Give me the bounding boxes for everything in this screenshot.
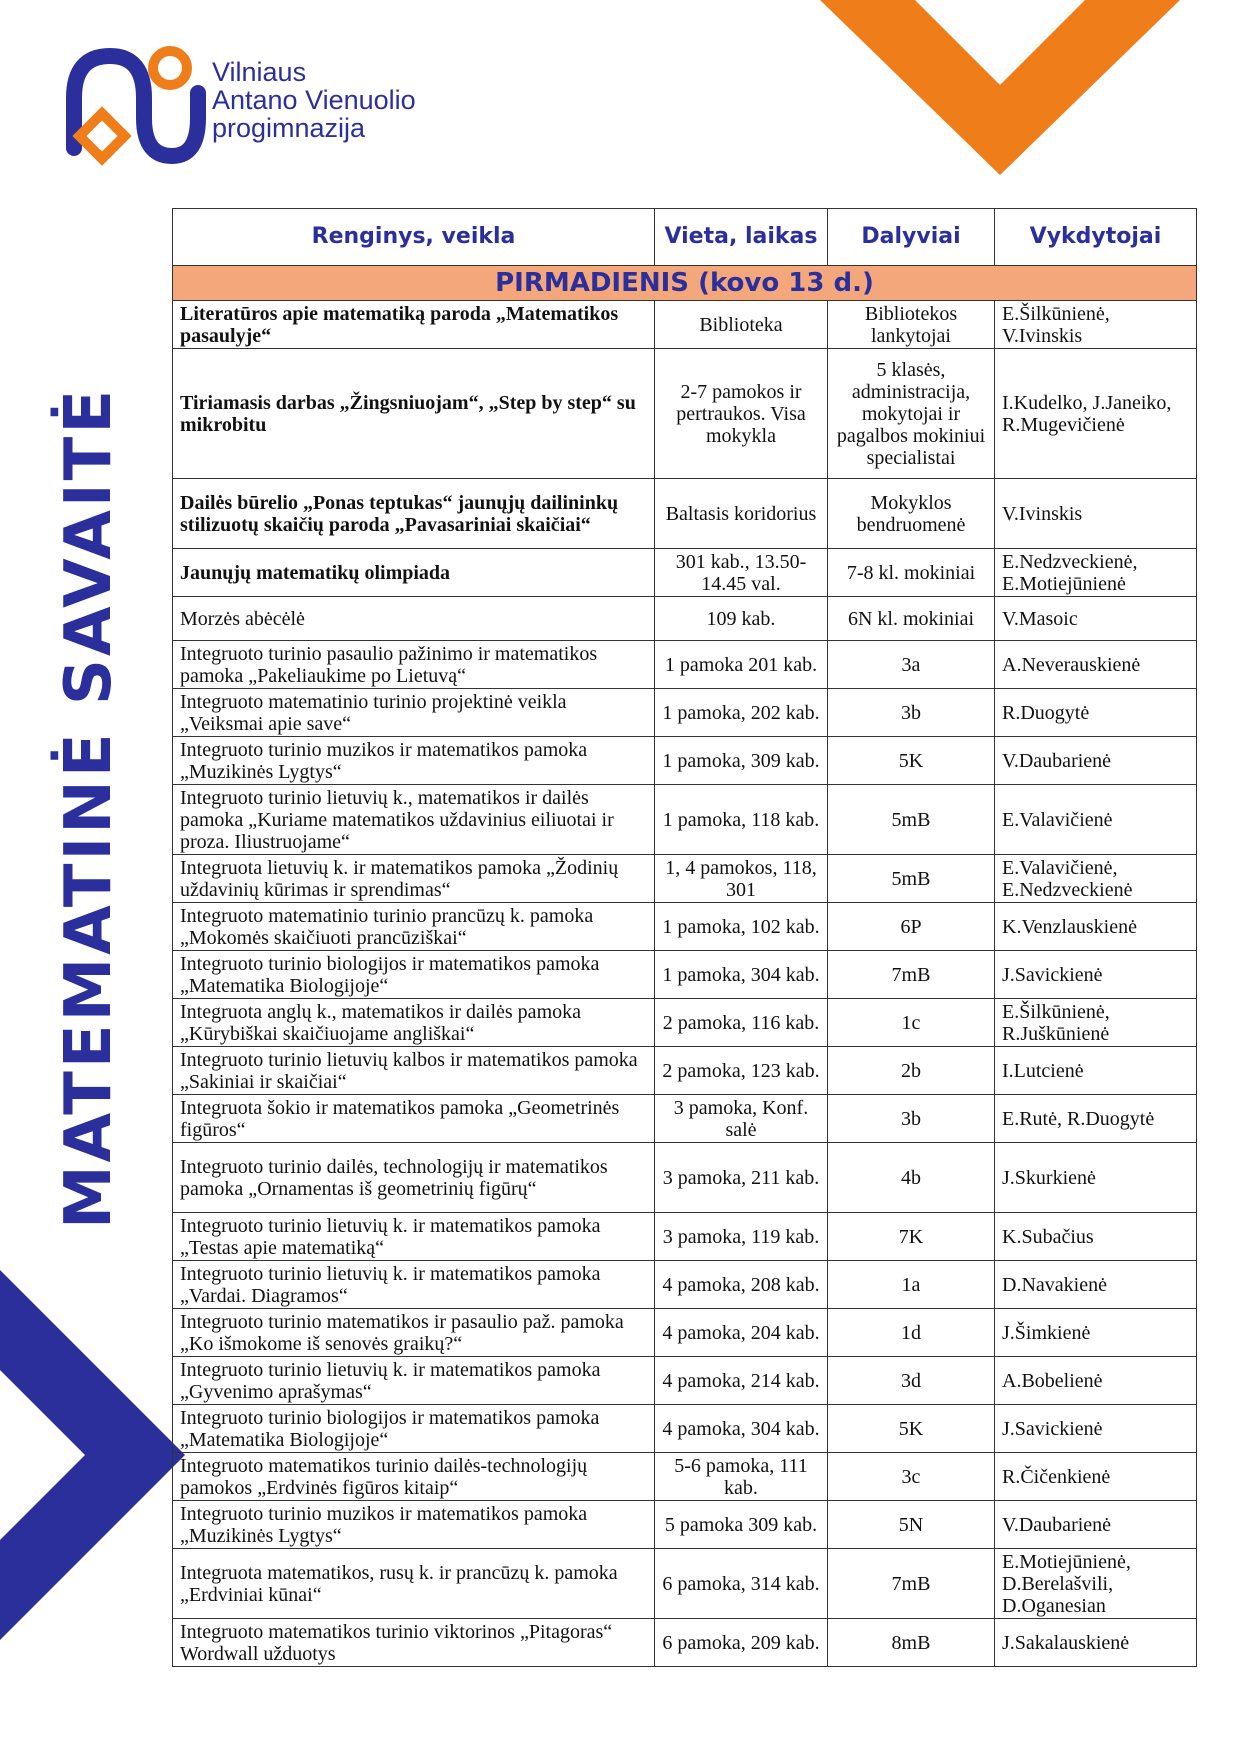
cell-participants: 5K — [828, 737, 995, 785]
school-name-line3: progimnazija — [212, 113, 366, 143]
cell-event: Integruota anglų k., matematikos ir dailės pamoka „Kūrybiškai skaičiuojame angliškai“ — [173, 999, 655, 1047]
cell-place: 301 kab., 13.50-14.45 val. — [655, 549, 828, 597]
cell-event: Integruota matematikos, rusų k. ir prancūzų k. pamoka „Erdviniai kūnai“ — [173, 1549, 655, 1619]
cell-place: 1 pamoka 201 kab. — [655, 641, 828, 689]
cell-participants: 1a — [828, 1261, 995, 1309]
cell-organizers: J.Sakalauskienė — [995, 1619, 1197, 1667]
cell-event: Tiriamasis darbas „Žingsniuojam“, „Step by step“ su mikrobitu — [173, 349, 655, 479]
cell-place: 1 pamoka, 202 kab. — [655, 689, 828, 737]
cell-place: 1 pamoka, 309 kab. — [655, 737, 828, 785]
cell-event: Integruoto matematikos turinio dailės-technologijų pamokos „Erdvinės figūros kitaip“ — [173, 1453, 655, 1501]
orange-chevron-decoration — [820, 0, 1180, 180]
school-name-line1: Vilniaus — [212, 57, 307, 87]
cell-event: Integruoto turinio lietuvių k. ir matematikos pamoka „Testas apie matematiką“ — [173, 1213, 655, 1261]
school-logo-icon — [62, 38, 207, 178]
day-label: PIRMADIENIS (kovo 13 d.) — [173, 266, 1197, 301]
table-row — [173, 1213, 1197, 1261]
cell-event: Integruota šokio ir matematikos pamoka „Geometrinės figūros“ — [173, 1095, 655, 1143]
table-row — [173, 1047, 1197, 1095]
cell-organizers: J.Savickienė — [995, 951, 1197, 999]
cell-participants: 3c — [828, 1453, 995, 1501]
cell-place: 6 pamoka, 209 kab. — [655, 1619, 828, 1667]
cell-participants: 6N kl. mokiniai — [828, 597, 995, 641]
school-name — [212, 58, 416, 142]
table-row — [173, 641, 1197, 689]
cell-place: 4 pamoka, 214 kab. — [655, 1357, 828, 1405]
table-row — [173, 549, 1197, 597]
cell-participants: 5K — [828, 1405, 995, 1453]
cell-participants: 8mB — [828, 1619, 995, 1667]
cell-participants: 6P — [828, 903, 995, 951]
cell-organizers: I.Lutcienė — [995, 1047, 1197, 1095]
table-row — [173, 1453, 1197, 1501]
schedule-table — [172, 208, 1197, 1667]
cell-event: Integruoto turinio dailės, technologijų ir matematikos pamoka „Ornamentas iš geometrinių figūrų“ — [173, 1143, 655, 1213]
cell-place: Biblioteka — [655, 301, 828, 349]
cell-event: Integruoto turinio lietuvių k., matematikos ir dailės pamoka „Kuriame matematikos uždavinius eiliuotai ir proza. Iliustruojame“ — [173, 785, 655, 855]
cell-event: Integruoto turinio lietuvių k. ir matematikos pamoka „Vardai. Diagramos“ — [173, 1261, 655, 1309]
cell-participants: 5mB — [828, 855, 995, 903]
cell-event: Integruota lietuvių k. ir matematikos pamoka „Žodinių uždavinių kūrimas ir sprendimas“ — [173, 855, 655, 903]
table-row — [173, 349, 1197, 479]
cell-organizers: K.Subačius — [995, 1213, 1197, 1261]
cell-event: Integruoto turinio muzikos ir matematikos pamoka „Muzikinės Lygtys“ — [173, 1501, 655, 1549]
cell-organizers: A.Neverauskienė — [995, 641, 1197, 689]
cell-participants: 7mB — [828, 951, 995, 999]
cell-organizers: E.Valavičienė — [995, 785, 1197, 855]
cell-organizers: E.Šilkūnienė, V.Ivinskis — [995, 301, 1197, 349]
cell-organizers: E.Motiejūnienė, D.Berelašvili, D.Oganesian — [995, 1549, 1197, 1619]
cell-participants: 3a — [828, 641, 995, 689]
cell-place: 5-6 pamoka, 111 kab. — [655, 1453, 828, 1501]
cell-organizers: A.Bobelienė — [995, 1357, 1197, 1405]
cell-place: 3 pamoka, 211 kab. — [655, 1143, 828, 1213]
table-row — [173, 1143, 1197, 1213]
cell-organizers: R.Duogytė — [995, 689, 1197, 737]
cell-organizers: E.Rutė, R.Duogytė — [995, 1095, 1197, 1143]
cell-event: Integruoto turinio biologijos ir matematikos pamoka „Matematika Biologijoje“ — [173, 951, 655, 999]
day-row — [173, 266, 1197, 301]
table-row — [173, 785, 1197, 855]
cell-event: Integruoto matematinio turinio prancūzų k. pamoka „Mokomės skaičiuoti prancūziškai“ — [173, 903, 655, 951]
table-row — [173, 1501, 1197, 1549]
table-row — [173, 597, 1197, 641]
table-row — [173, 1405, 1197, 1453]
table-row — [173, 951, 1197, 999]
table-row — [173, 479, 1197, 549]
cell-event: Morzės abėcėlė — [173, 597, 655, 641]
table-row — [173, 855, 1197, 903]
cell-organizers: D.Navakienė — [995, 1261, 1197, 1309]
cell-place: 1, 4 pamokos, 118, 301 — [655, 855, 828, 903]
table-row — [173, 689, 1197, 737]
cell-organizers: K.Venzlauskienė — [995, 903, 1197, 951]
cell-organizers: V.Ivinskis — [995, 479, 1197, 549]
cell-place: 5 pamoka 309 kab. — [655, 1501, 828, 1549]
table-row — [173, 1309, 1197, 1357]
header-organizers: Vykdytojai — [995, 209, 1197, 266]
cell-participants: Bibliotekos lankytojai — [828, 301, 995, 349]
cell-organizers: E.Valavičienė, E.Nedzveckienė — [995, 855, 1197, 903]
cell-event: Integruoto matematikos turinio viktorinos „Pitagoras“ Wordwall užduotys — [173, 1619, 655, 1667]
cell-place: 4 pamoka, 204 kab. — [655, 1309, 828, 1357]
cell-participants: 5 klasės, administracija, mokytojai ir pagalbos mokiniui specialistai — [828, 349, 995, 479]
cell-event: Integruoto turinio pasaulio pažinimo ir matematikos pamoka „Pakeliaukime po Lietuvą“ — [173, 641, 655, 689]
table-row — [173, 1261, 1197, 1309]
cell-participants: 4b — [828, 1143, 995, 1213]
cell-place: 2 pamoka, 123 kab. — [655, 1047, 828, 1095]
table-row — [173, 1095, 1197, 1143]
cell-event: Integruoto turinio lietuvių k. ir matematikos pamoka „Gyvenimo aprašymas“ — [173, 1357, 655, 1405]
cell-participants: 5N — [828, 1501, 995, 1549]
table-row — [173, 1357, 1197, 1405]
cell-place: 4 pamoka, 304 kab. — [655, 1405, 828, 1453]
cell-event: Literatūros apie matematiką paroda „Matematikos pasaulyje“ — [173, 301, 655, 349]
cell-event: Integruoto turinio matematikos ir pasaulio paž. pamoka „Ko išmokome iš senovės graikų?“ — [173, 1309, 655, 1357]
header-participants: Dalyviai — [828, 209, 995, 266]
cell-place: 2 pamoka, 116 kab. — [655, 999, 828, 1047]
table-header-row — [173, 209, 1197, 266]
table-row — [173, 1619, 1197, 1667]
table-row — [173, 999, 1197, 1047]
cell-place: 1 pamoka, 102 kab. — [655, 903, 828, 951]
cell-event: Integruoto turinio biologijos ir matematikos pamoka „Matematika Biologijoje“ — [173, 1405, 655, 1453]
cell-participants: 1c — [828, 999, 995, 1047]
cell-place: 2-7 pamokos ir pertraukos. Visa mokykla — [655, 349, 828, 479]
cell-participants: 7K — [828, 1213, 995, 1261]
cell-place: 6 pamoka, 314 kab. — [655, 1549, 828, 1619]
cell-organizers: E.Nedzveckienė, E.Motiejūnienė — [995, 549, 1197, 597]
table-row — [173, 1549, 1197, 1619]
cell-organizers: J.Savickienė — [995, 1405, 1197, 1453]
table-row — [173, 737, 1197, 785]
school-name-line2: Antano Vienuolio — [212, 85, 416, 115]
header-event: Renginys, veikla — [173, 209, 655, 266]
cell-participants: 3b — [828, 689, 995, 737]
cell-participants: 3b — [828, 1095, 995, 1143]
cell-participants: 2b — [828, 1047, 995, 1095]
side-title: MATEMATINĖ SAVAITĖ — [52, 386, 126, 1230]
header-place: Vieta, laikas — [655, 209, 828, 266]
cell-event: Dailės būrelio „Ponas teptukas“ jaunųjų dailininkų stilizuotų skaičių paroda „Pavasariniai skaičiai“ — [173, 479, 655, 549]
cell-participants: 7mB — [828, 1549, 995, 1619]
cell-organizers: V.Masoic — [995, 597, 1197, 641]
cell-participants: 7-8 kl. mokiniai — [828, 549, 995, 597]
cell-place: 4 pamoka, 208 kab. — [655, 1261, 828, 1309]
cell-place: Baltasis koridorius — [655, 479, 828, 549]
cell-organizers: R.Čičenkienė — [995, 1453, 1197, 1501]
cell-organizers: E.Šilkūnienė, R.Juškūnienė — [995, 999, 1197, 1047]
cell-participants: 5mB — [828, 785, 995, 855]
cell-place: 1 pamoka, 304 kab. — [655, 951, 828, 999]
cell-place: 1 pamoka, 118 kab. — [655, 785, 828, 855]
cell-place: 3 pamoka, 119 kab. — [655, 1213, 828, 1261]
cell-organizers: J.Skurkienė — [995, 1143, 1197, 1213]
cell-event: Integruoto matematinio turinio projektinė veikla „Veiksmai apie save“ — [173, 689, 655, 737]
cell-place: 3 pamoka, Konf. salė — [655, 1095, 828, 1143]
blue-chevron-decoration — [0, 1270, 185, 1640]
cell-participants: 3d — [828, 1357, 995, 1405]
cell-event: Jaunųjų matematikų olimpiada — [173, 549, 655, 597]
cell-participants: 1d — [828, 1309, 995, 1357]
cell-event: Integruoto turinio muzikos ir matematikos pamoka „Muzikinės Lygtys“ — [173, 737, 655, 785]
cell-event: Integruoto turinio lietuvių kalbos ir matematikos pamoka „Sakiniai ir skaičiai“ — [173, 1047, 655, 1095]
table-row — [173, 301, 1197, 349]
cell-organizers: V.Daubarienė — [995, 1501, 1197, 1549]
cell-participants: Mokyklos bendruomenė — [828, 479, 995, 549]
table-row — [173, 903, 1197, 951]
cell-organizers: I.Kudelko, J.Janeiko, R.Mugevičienė — [995, 349, 1197, 479]
cell-organizers: V.Daubarienė — [995, 737, 1197, 785]
cell-organizers: J.Šimkienė — [995, 1309, 1197, 1357]
cell-place: 109 kab. — [655, 597, 828, 641]
